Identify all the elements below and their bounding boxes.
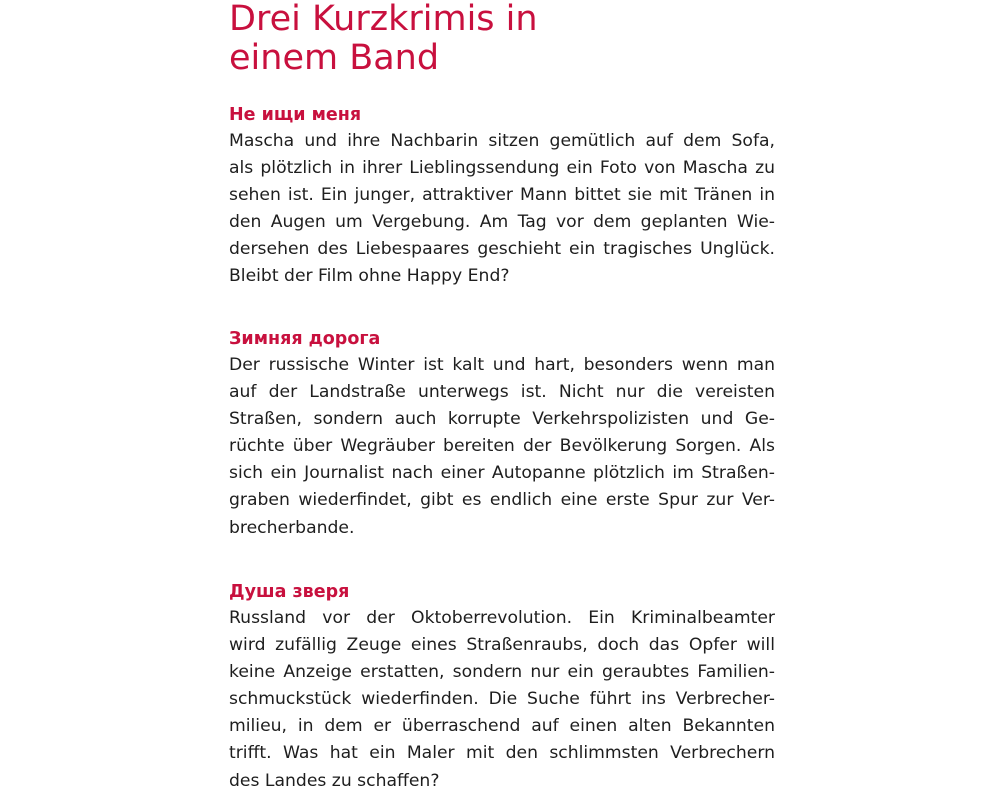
text-line: keine Anzeige erstatten, sondern nur ein geraubtes Familien-: [229, 662, 775, 683]
text-line: dersehen des Liebespaares geschieht ein tragisches Unglück.: [229, 239, 775, 260]
text-line: trifft. Was hat ein Maler mit den schlimmsten Verbrechern: [229, 743, 775, 764]
text-line: Russland vor der Oktoberrevolution. Ein Kriminalbeamter: [229, 608, 775, 628]
text-line: milieu, in dem er überraschend auf einen alten Bekannten: [229, 716, 775, 737]
title-line: einem Band: [229, 38, 440, 78]
text-line: schmuckstück wiederfinden. Die Suche führt ins Verbrecher-: [229, 689, 775, 710]
story-heading: Зимняя дорога: [229, 329, 381, 349]
text-line: auf der Landstraße unterwegs ist. Nicht nur die vereisten: [229, 382, 775, 403]
text-line: brecherbande.: [229, 517, 355, 538]
story-section-ne-ishchi-menya: [229, 103, 775, 291]
story-heading: Душа зверя: [229, 582, 350, 602]
text-line: wird zufällig Zeuge eines Straßenraubs, doch das Opfer will: [229, 635, 775, 656]
text-line: des Landes zu schaffen?: [229, 770, 440, 791]
text-line: als plötzlich in ihrer Lieblingssendung ein Foto von Mascha zu: [229, 158, 775, 179]
story-section-zimnyaya-doroga: [229, 327, 775, 542]
title-line: Drei Kurzkrimis in: [229, 0, 538, 39]
text-line: graben wiederfindet, gibt es endlich eine erste Spur zur Ver-: [229, 490, 775, 511]
text-line: Bleibt der Film ohne Happy End?: [229, 266, 510, 287]
story-description: [229, 605, 775, 795]
text-line: den Augen um Vergebung. Am Tag vor dem geplanten Wie-: [229, 212, 775, 233]
story-section-dusha-zverya: [229, 580, 775, 795]
page-title: [229, 0, 789, 78]
story-description: [229, 352, 775, 542]
text-line: Mascha und ihre Nachbarin sitzen gemütlich auf dem Sofa,: [229, 131, 775, 151]
text-line: rüchte über Wegräuber bereiten der Bevölkerung Sorgen. Als: [229, 436, 775, 457]
text-line: Straßen, sondern auch korrupte Verkehrspolizisten und Ge-: [229, 409, 775, 430]
text-line: sich ein Journalist nach einer Autopanne plötzlich im Straßen-: [229, 463, 775, 484]
text-line: Der russische Winter ist kalt und hart, besonders wenn man: [229, 355, 775, 375]
story-heading: Не ищи меня: [229, 105, 362, 125]
story-description: [229, 128, 775, 291]
text-line: sehen ist. Ein junger, attraktiver Mann bittet sie mit Tränen in: [229, 185, 775, 206]
